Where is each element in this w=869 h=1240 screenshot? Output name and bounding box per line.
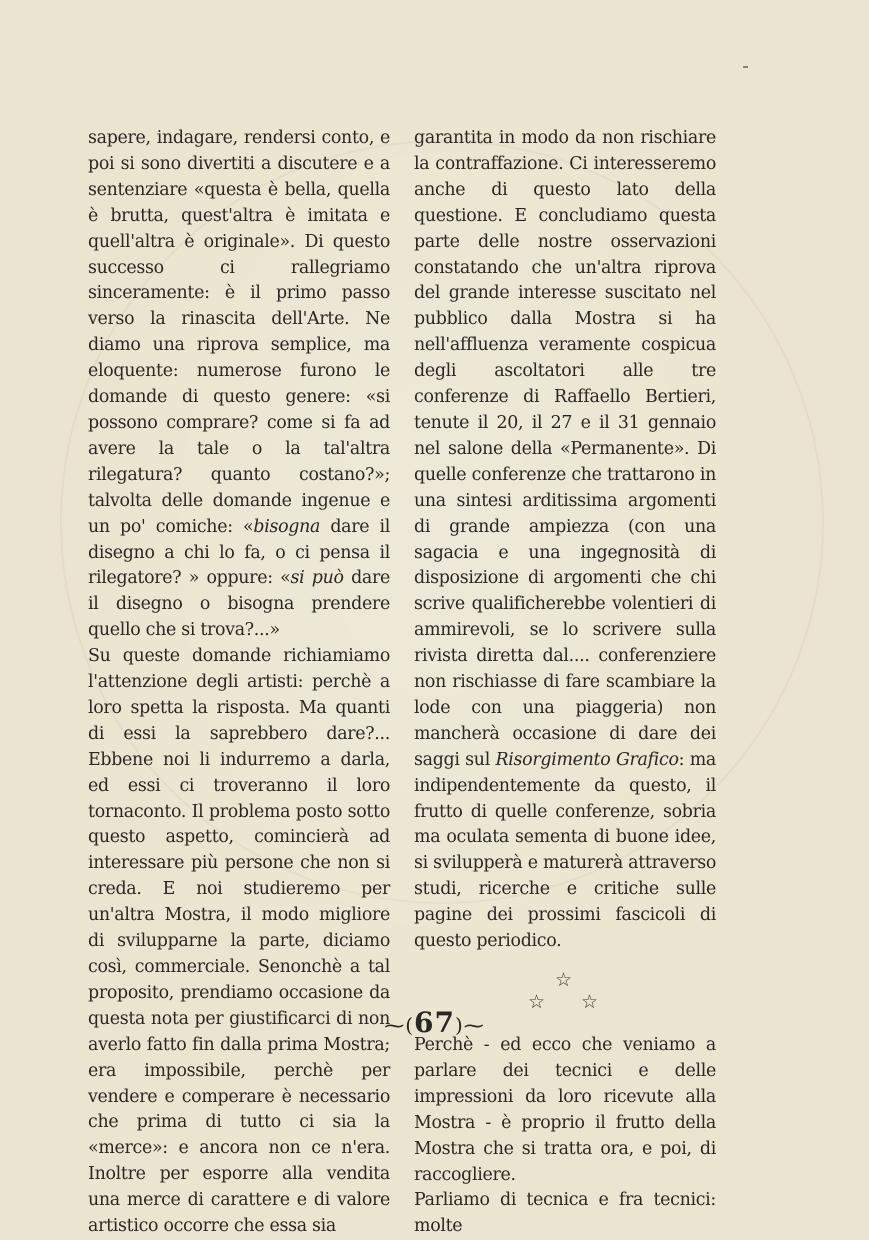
left-paragraph-1 bbox=[88, 126, 390, 644]
folio-ornament-right: )⁓ bbox=[454, 1013, 485, 1037]
italic-risorgimento-grafico: Risorgimento Grafico bbox=[495, 749, 679, 770]
right-paragraph-3: Parliamo di tecnica e fra tecnici: molte bbox=[414, 1190, 716, 1237]
star-icon: ☆ bbox=[581, 991, 598, 1013]
left-paragraph-2: Su queste domande richiamiamo l'attenzione degli artisti: perchè a loro spetta la risposta. Ma quanti di essi la saprebbero dare?... Ebbene noi li indurremo a darla, ed essi ci troveranno il loro tornaconto. Il problema posto sotto questo aspetto, comincierà ad interessare più persone che non si creda. E noi studieremo per un'altra Mostra, il modo migliore di svilupparne la parte, diciamo così, commerciale. Senonchè a tal proposito, prendiamo occasione da questa nota per giustificarci di non averlo fatto fin dalla prima Mostra; era impossibile, perchè per vendere e comperare è necessario che prima di tutto ci sia la «merce»: e ancora non ce n'era. Inoltre per esporre alla vendita una merce di carattere e di valore artistico occorre che essa sia bbox=[88, 646, 390, 1237]
left-column bbox=[88, 126, 390, 1240]
right-paragraph-1-text-b: : ma indipendentemente da questo, il frutto di quelle conferenze, sobria ma oculata sementa di buone idee, si svilupperà e maturerà attraverso studi, ricerche e critiche sulle pagine dei prossimi fascicoli di questo periodico. bbox=[414, 749, 717, 952]
right-paragraph-2: Perchè - ed ecco che veniamo a parlare dei tecnici e delle impressioni da loro ricevute alla Mostra - è proprio il frutto della Mostra che si tratta ora, e poi, di raccogliere. bbox=[414, 1035, 716, 1185]
right-paragraph-1-text: garantita in modo da non rischiare la contraffazione. Ci interesseremo anche di questo lato della questione. E concludiamo questa parte delle nostre osservazioni constatando che un'altra riprova del grande interesse suscitato nel pubblico dalla Mostra si ha nell'affluenza veramente cospicua degli ascoltatori alle tre conferenze di Raffaello Bertieri, tenute il 20, il 27 e il 31 gennaio nel salone della «Permanente». Di quelle conferenze che trattarono in una sintesi arditissima argomenti di grande ampiezza (con una sagacia e una ingegnosità di disposizione di argomenti che chi scrive qualificherebbe volentieri di ammirevoli, se lo scrivere sulla rivista diretta dal.... conferenziere non rischiasse di fare scambiare la lode con una piaggeria) non mancherà occasione di dare dei saggi sul bbox=[414, 128, 716, 770]
folio-ornament-left: ⁓( bbox=[384, 1013, 415, 1037]
right-column bbox=[414, 126, 716, 1240]
left-paragraph-1-text-b: dare il disegno a chi lo fa, o ci pensa il rilegatore? » oppure: « bbox=[88, 516, 391, 589]
italic-si-puo: si può bbox=[290, 568, 344, 589]
page-number bbox=[0, 1006, 869, 1039]
star-icon: ☆ bbox=[555, 969, 572, 991]
edge-mark bbox=[743, 66, 748, 68]
right-paragraph-1 bbox=[414, 126, 716, 955]
left-paragraph-1-text-c: dare il disegno o bisogna prendere quello che si trova?...» bbox=[88, 568, 390, 641]
star-icon: ☆ bbox=[528, 991, 545, 1013]
page-number-value: 67 bbox=[414, 1006, 455, 1039]
italic-bisogna: bisogna bbox=[253, 516, 321, 537]
left-paragraph-1-text: sapere, indagare, rendersi conto, e poi si sono divertiti a discutere e a sentenziare «questa è bella, quella è brutta, quest'altra è imitata e quell'altra è originale». Di questo successo ci rallegriamo sinceramente: è il primo passo verso la rinascita dell'Arte. Ne diamo una riprova semplice, ma eloquente: numerose furono le domande di questo genere: «si possono comprare? come si fa ad avere la tale o la tal'altra rilegatura? quanto costano?»; talvolta delle domande ingenue e un po' comiche: « bbox=[88, 128, 390, 537]
